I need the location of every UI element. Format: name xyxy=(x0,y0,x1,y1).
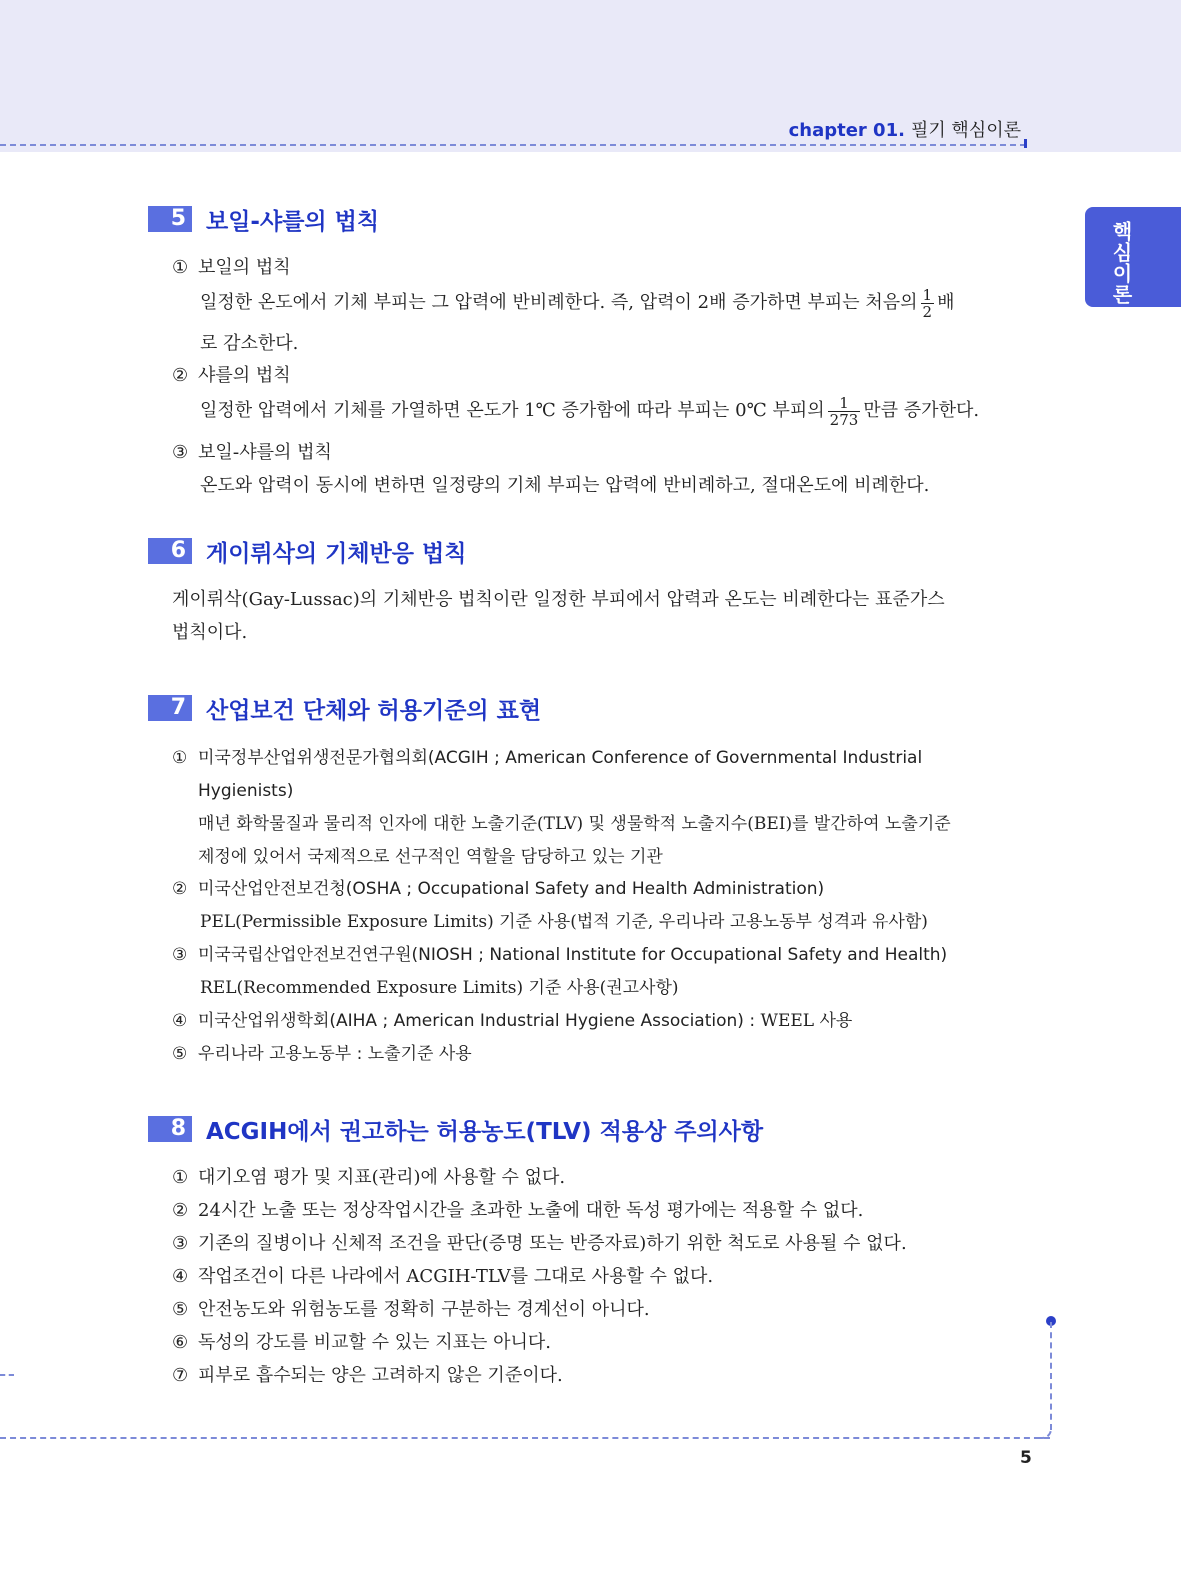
section-number-box: 6 xyxy=(148,538,192,564)
s5-item-2-body: 일정한 압력에서 기체를 가열하면 온도가 1℃ 증가함에 따라 부피는 0℃ 부피의 $\frac{1}{273}$ 만큼 증가한다. xyxy=(200,393,980,429)
s6-body-line-2: 법칙이다. xyxy=(172,622,248,643)
header-divider-tick xyxy=(1024,139,1027,148)
section-number-box: 7 xyxy=(148,695,192,721)
list-item: ③ 기존의 질병이나 신체적 조건을 판단(증명 또는 반증자료)하기 위한 척도로 사용될 수 없다. xyxy=(172,1233,907,1254)
item-number: ④ xyxy=(172,1011,188,1031)
side-tab xyxy=(1085,207,1181,307)
s5-item-3-label: ③ 보일-샤를의 법칙 xyxy=(172,442,332,463)
s5-item-1-label: ① 보일의 법칙 xyxy=(172,257,291,278)
section-5-heading xyxy=(148,204,379,234)
list-item: ① 대기오염 평가 및 지표(관리)에 사용할 수 없다. xyxy=(172,1167,566,1188)
fraction: $\frac{1}{2}$ xyxy=(922,285,933,321)
list-item: ⑥ 독성의 강도를 비교할 수 있는 지표는 아니다. xyxy=(172,1332,552,1353)
s7-item-1-label-cont: Hygienists) xyxy=(198,781,294,801)
fraction: $\frac{1}{273}$ xyxy=(829,393,859,429)
section-6-heading xyxy=(148,536,466,566)
footer-divider xyxy=(0,1437,1050,1439)
chapter-label: chapter 01. xyxy=(788,120,905,141)
s7-item-2-label: ② 미국산업안전보건청(OSHA ; Occupational Safety and Health Administration) xyxy=(172,879,825,899)
s5-item-3-body: 온도와 압력이 동시에 변하면 일정량의 기체 부피는 압력에 반비례하고, 절대온도에 비례한다. xyxy=(200,475,930,496)
s7-item-4: ④ 미국산업위생학회(AIHA ; American Industrial Hygiene Association) : WEEL 사용 xyxy=(172,1011,853,1031)
item-number: ① xyxy=(172,748,188,768)
section-7-heading xyxy=(148,693,541,723)
section-8-heading xyxy=(148,1114,763,1144)
s5-item-2-label: ② 샤를의 법칙 xyxy=(172,365,291,386)
s7-item-2-body: PEL(Permissible Exposure Limits) 기준 사용(법적 기준, 우리나라 고용노동부 성격과 유사함) xyxy=(200,912,928,932)
s7-item-5: ⑤ 우리나라 고용노동부 : 노출기준 사용 xyxy=(172,1044,472,1064)
s5-item-1-body-cont: 로 감소한다. xyxy=(200,333,299,354)
running-header xyxy=(789,116,1021,142)
section-number-box: 8 xyxy=(148,1116,192,1142)
left-margin-dash xyxy=(0,1374,14,1376)
s6-body-line-1: 게이뤼삭(Gay-Lussac)의 기체반응 법칙이란 일정한 부피에서 압력과 온도는 비례한다는 표준가스 xyxy=(172,589,945,610)
item-number: ① xyxy=(172,257,189,278)
section-title: 게이뤼삭의 기체반응 법칙 xyxy=(206,540,467,567)
s7-item-1-body-2: 제정에 있어서 국제적으로 선구적인 역할을 담당하고 있는 기관 xyxy=(198,847,663,867)
header-divider xyxy=(0,144,1026,146)
item-number: ② xyxy=(172,365,189,386)
s7-item-3-body: REL(Recommended Exposure Limits) 기준 사용(권고사항) xyxy=(200,978,679,998)
item-number: ③ xyxy=(172,442,189,463)
s7-item-3-label: ③ 미국국립산업안전보건연구원(NIOSH ; National Institute for Occupational Safety and Health) xyxy=(172,945,948,965)
chapter-title: 필기 핵심이론 xyxy=(910,120,1021,141)
side-tab-label: 핵심이론 xyxy=(1109,221,1133,305)
list-item: ② 24시간 노출 또는 정상작업시간을 초과한 노출에 대한 독성 평가에는 적용할 수 없다. xyxy=(172,1200,864,1221)
list-item: ④ 작업조건이 다른 나라에서 ACGIH-TLV를 그대로 사용할 수 없다. xyxy=(172,1266,714,1287)
list-item: ⑦ 피부로 흡수되는 양은 고려하지 않은 기준이다. xyxy=(172,1365,563,1386)
list-item: ⑤ 안전농도와 위험농도를 정확히 구분하는 경계선이 아니다. xyxy=(172,1299,650,1320)
section-title: 산업보건 단체와 허용기준의 표현 xyxy=(206,697,542,724)
page-number: 5 xyxy=(1020,1448,1032,1468)
section-title: 보일-샤를의 법칙 xyxy=(206,208,380,235)
right-border-dash xyxy=(1050,1322,1052,1430)
item-number: ⑤ xyxy=(172,1044,188,1064)
s5-item-1-body: 일정한 온도에서 기체 부피는 그 압력에 반비례한다. 즉, 압력이 2배 증가하면 부피는 처음의 $\frac{1}{2}$ 배 xyxy=(200,285,955,321)
s7-item-1-body-1: 매년 화학물질과 물리적 인자에 대한 노출기준(TLV) 및 생물학적 노출지수(BEI)를 발간하여 노출기준 xyxy=(198,814,951,834)
section-number-box: 5 xyxy=(148,206,192,232)
section-title: ACGIH에서 권고하는 허용농도(TLV) 적용상 주의사항 xyxy=(206,1118,764,1145)
item-number: ③ xyxy=(172,945,188,965)
item-number: ② xyxy=(172,879,188,899)
s7-item-1-label: ① 미국정부산업위생전문가협의회(ACGIH ; American Conference of Governmental Industrial xyxy=(172,748,923,768)
